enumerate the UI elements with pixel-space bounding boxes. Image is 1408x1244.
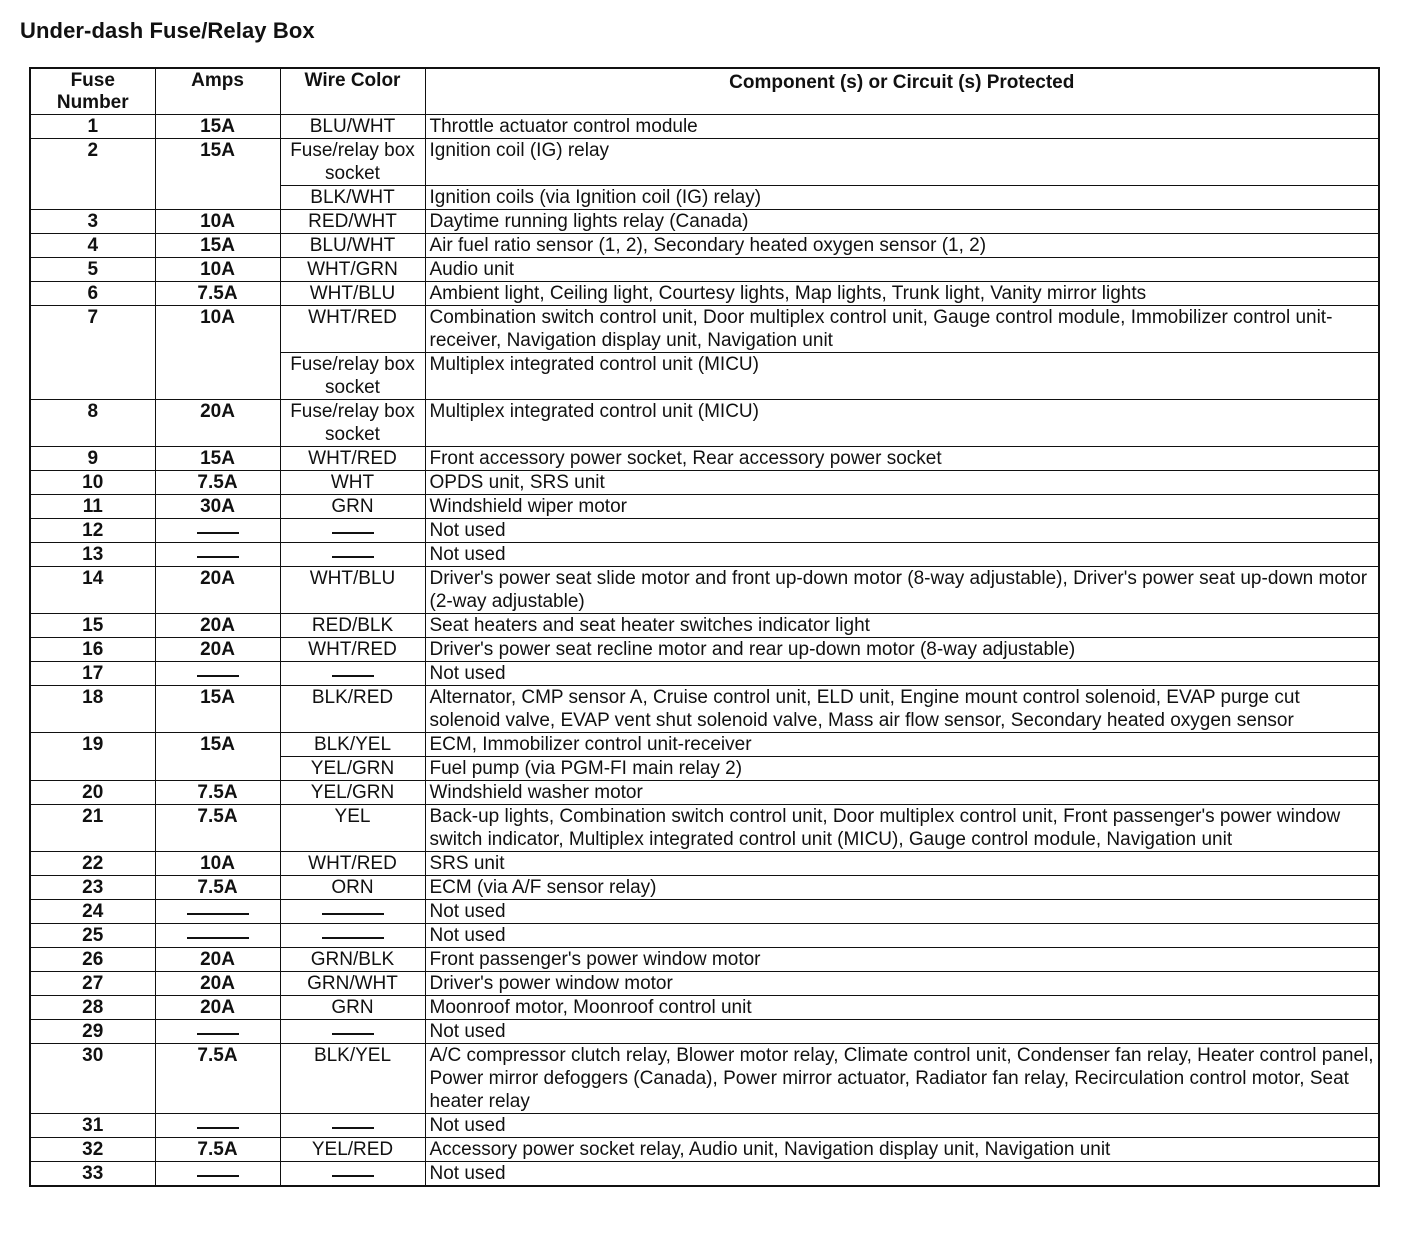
- amps-cell: 10A: [155, 210, 280, 234]
- empty-dash: [197, 1127, 239, 1129]
- table-row: [30, 115, 1379, 139]
- amps-cell: 7.5A: [155, 781, 280, 805]
- component-cell: Driver's power seat recline motor and rear up-down motor (8-way adjustable): [425, 638, 1379, 662]
- component-cell: Back-up lights, Combination switch control unit, Door multiplex control unit, Front passenger's power window switch indicator, Multiplex integrated control unit (MICU), Gauge control module, Navigation unit: [425, 805, 1379, 852]
- wire-color-cell: BLU/WHT: [280, 115, 425, 139]
- empty-dash: [197, 675, 239, 677]
- fuse-number-cell: 25: [30, 924, 155, 948]
- wire-color-cell: WHT/GRN: [280, 258, 425, 282]
- fuse-number-cell: 17: [30, 662, 155, 686]
- empty-dash: [332, 1175, 374, 1177]
- amps-cell: 20A: [155, 638, 280, 662]
- wire-color-cell: BLK/YEL: [280, 733, 425, 757]
- component-cell: Not used: [425, 900, 1379, 924]
- wire-color-cell: YEL/GRN: [280, 781, 425, 805]
- fuse-number-cell: 23: [30, 876, 155, 900]
- fuse-number-cell: 12: [30, 519, 155, 543]
- table-row: [30, 805, 1379, 852]
- component-cell: Not used: [425, 662, 1379, 686]
- amps-cell: [155, 543, 280, 567]
- empty-dash: [197, 1175, 239, 1177]
- amps-cell: 15A: [155, 115, 280, 139]
- empty-dash: [187, 937, 249, 939]
- component-cell: ECM, Immobilizer control unit-receiver: [425, 733, 1379, 757]
- empty-dash: [197, 1033, 239, 1035]
- table-row: [30, 972, 1379, 996]
- wire-color-cell: [280, 519, 425, 543]
- amps-cell: [155, 519, 280, 543]
- fuse-number-cell: 26: [30, 948, 155, 972]
- component-cell: Air fuel ratio sensor (1, 2), Secondary heated oxygen sensor (1, 2): [425, 234, 1379, 258]
- wire-color-cell: WHT/RED: [280, 852, 425, 876]
- fuse-number-cell: 15: [30, 614, 155, 638]
- amps-cell: 10A: [155, 258, 280, 282]
- wire-color-cell: WHT/RED: [280, 306, 425, 353]
- component-cell: Ignition coils (via Ignition coil (IG) relay): [425, 186, 1379, 210]
- amps-cell: 7.5A: [155, 1138, 280, 1162]
- component-cell: A/C compressor clutch relay, Blower motor relay, Climate control unit, Condenser fan relay, Heater control panel, Power mirror defoggers (Canada), Power mirror actuator, Radiator fan relay, Recirculation control motor, Seat heater relay: [425, 1044, 1379, 1114]
- amps-cell: 20A: [155, 567, 280, 614]
- table-row: [30, 733, 1379, 757]
- wire-color-cell: [280, 924, 425, 948]
- component-cell: Audio unit: [425, 258, 1379, 282]
- wire-color-cell: GRN: [280, 996, 425, 1020]
- table-row: [30, 900, 1379, 924]
- amps-cell: [155, 1114, 280, 1138]
- table-row: [30, 1044, 1379, 1114]
- wire-color-cell: [280, 900, 425, 924]
- fuse-table-body: [30, 115, 1379, 1187]
- wire-color-cell: [280, 543, 425, 567]
- component-cell: Driver's power seat slide motor and front up-down motor (8-way adjustable), Driver's power seat up-down motor (2-way adjustable): [425, 567, 1379, 614]
- fuse-number-cell: 29: [30, 1020, 155, 1044]
- component-cell: Multiplex integrated control unit (MICU): [425, 400, 1379, 447]
- fuse-number-cell: 1: [30, 115, 155, 139]
- table-row: [30, 638, 1379, 662]
- fuse-number-cell: 27: [30, 972, 155, 996]
- wire-color-cell: BLK/YEL: [280, 1044, 425, 1114]
- component-cell: Not used: [425, 1114, 1379, 1138]
- fuse-number-cell: 7: [30, 306, 155, 400]
- empty-dash: [187, 913, 249, 915]
- fuse-number-cell: 20: [30, 781, 155, 805]
- wire-color-cell: [280, 1020, 425, 1044]
- fuse-number-cell: 9: [30, 447, 155, 471]
- table-row: [30, 139, 1379, 186]
- fuse-number-cell: 32: [30, 1138, 155, 1162]
- component-cell: Ambient light, Ceiling light, Courtesy lights, Map lights, Trunk light, Vanity mirror lights: [425, 282, 1379, 306]
- wire-color-cell: WHT/BLU: [280, 567, 425, 614]
- component-cell: Not used: [425, 1020, 1379, 1044]
- component-cell: OPDS unit, SRS unit: [425, 471, 1379, 495]
- component-cell: Throttle actuator control module: [425, 115, 1379, 139]
- wire-color-cell: ORN: [280, 876, 425, 900]
- amps-cell: 20A: [155, 400, 280, 447]
- amps-cell: 15A: [155, 686, 280, 733]
- amps-cell: 15A: [155, 139, 280, 210]
- table-row: [30, 1138, 1379, 1162]
- wire-color-cell: RED/WHT: [280, 210, 425, 234]
- amps-cell: 7.5A: [155, 805, 280, 852]
- component-cell: Driver's power window motor: [425, 972, 1379, 996]
- amps-cell: 20A: [155, 948, 280, 972]
- table-row: [30, 258, 1379, 282]
- header-component: Component (s) or Circuit (s) Protected: [425, 68, 1379, 115]
- wire-color-cell: [280, 1162, 425, 1187]
- table-header-row: [30, 68, 1379, 115]
- component-cell: Not used: [425, 1162, 1379, 1187]
- amps-cell: [155, 1162, 280, 1187]
- component-cell: Daytime running lights relay (Canada): [425, 210, 1379, 234]
- wire-color-cell: Fuse/relay box socket: [280, 139, 425, 186]
- fuse-number-cell: 4: [30, 234, 155, 258]
- wire-color-cell: RED/BLK: [280, 614, 425, 638]
- amps-cell: [155, 924, 280, 948]
- component-cell: Front accessory power socket, Rear accessory power socket: [425, 447, 1379, 471]
- wire-color-cell: YEL/RED: [280, 1138, 425, 1162]
- component-cell: ECM (via A/F sensor relay): [425, 876, 1379, 900]
- header-amps: Amps: [155, 68, 280, 115]
- table-row: [30, 852, 1379, 876]
- table-row: [30, 1162, 1379, 1187]
- table-row: [30, 781, 1379, 805]
- amps-cell: [155, 900, 280, 924]
- wire-color-cell: GRN/WHT: [280, 972, 425, 996]
- fuse-number-cell: 6: [30, 282, 155, 306]
- fuse-number-cell: 18: [30, 686, 155, 733]
- component-cell: Moonroof motor, Moonroof control unit: [425, 996, 1379, 1020]
- fuse-number-cell: 8: [30, 400, 155, 447]
- amps-cell: 20A: [155, 614, 280, 638]
- amps-cell: 10A: [155, 852, 280, 876]
- amps-cell: [155, 662, 280, 686]
- component-cell: Not used: [425, 924, 1379, 948]
- table-row: [30, 447, 1379, 471]
- empty-dash: [197, 532, 239, 534]
- empty-dash: [332, 1033, 374, 1035]
- wire-color-cell: WHT/RED: [280, 447, 425, 471]
- table-row: [30, 614, 1379, 638]
- component-cell: Alternator, CMP sensor A, Cruise control unit, ELD unit, Engine mount control solenoid, EVAP purge cut solenoid valve, EVAP vent shut solenoid valve, Mass air flow sensor, Secondary heated oxygen sensor: [425, 686, 1379, 733]
- amps-cell: 30A: [155, 495, 280, 519]
- wire-color-cell: WHT: [280, 471, 425, 495]
- fuse-number-cell: 28: [30, 996, 155, 1020]
- fuse-number-cell: 2: [30, 139, 155, 210]
- component-cell: Seat heaters and seat heater switches indicator light: [425, 614, 1379, 638]
- wire-color-cell: GRN: [280, 495, 425, 519]
- component-cell: Windshield wiper motor: [425, 495, 1379, 519]
- page-title: Under-dash Fuse/Relay Box: [20, 18, 315, 43]
- table-row: [30, 1114, 1379, 1138]
- component-cell: Accessory power socket relay, Audio unit, Navigation display unit, Navigation unit: [425, 1138, 1379, 1162]
- amps-cell: 20A: [155, 996, 280, 1020]
- amps-cell: 7.5A: [155, 471, 280, 495]
- fuse-table: [29, 67, 1380, 1187]
- table-row: [30, 234, 1379, 258]
- fuse-number-cell: 33: [30, 1162, 155, 1187]
- wire-color-cell: BLK/WHT: [280, 186, 425, 210]
- amps-cell: 7.5A: [155, 1044, 280, 1114]
- fuse-number-cell: 5: [30, 258, 155, 282]
- fuse-number-cell: 3: [30, 210, 155, 234]
- amps-cell: 15A: [155, 447, 280, 471]
- component-cell: Combination switch control unit, Door multiplex control unit, Gauge control module, Immobilizer control unit-receiver, Navigation display unit, Navigation unit: [425, 306, 1379, 353]
- table-row: [30, 567, 1379, 614]
- wire-color-cell: Fuse/relay box socket: [280, 400, 425, 447]
- table-row: [30, 543, 1379, 567]
- amps-cell: 20A: [155, 972, 280, 996]
- fuse-number-cell: 31: [30, 1114, 155, 1138]
- table-row: [30, 996, 1379, 1020]
- empty-dash: [332, 556, 374, 558]
- empty-dash: [322, 937, 384, 939]
- table-row: [30, 282, 1379, 306]
- component-cell: Fuel pump (via PGM-FI main relay 2): [425, 757, 1379, 781]
- fuse-number-cell: 10: [30, 471, 155, 495]
- fuse-number-cell: 19: [30, 733, 155, 781]
- fuse-number-cell: 16: [30, 638, 155, 662]
- component-cell: Multiplex integrated control unit (MICU): [425, 353, 1379, 400]
- amps-cell: 15A: [155, 733, 280, 781]
- component-cell: SRS unit: [425, 852, 1379, 876]
- wire-color-cell: BLK/RED: [280, 686, 425, 733]
- table-row: [30, 306, 1379, 353]
- fuse-number-cell: 11: [30, 495, 155, 519]
- table-row: [30, 1020, 1379, 1044]
- table-row: [30, 686, 1379, 733]
- component-cell: Not used: [425, 519, 1379, 543]
- table-row: [30, 662, 1379, 686]
- fuse-number-cell: 21: [30, 805, 155, 852]
- wire-color-cell: [280, 1114, 425, 1138]
- table-row: [30, 876, 1379, 900]
- wire-color-cell: BLU/WHT: [280, 234, 425, 258]
- table-row: [30, 400, 1379, 447]
- amps-cell: [155, 1020, 280, 1044]
- empty-dash: [332, 1127, 374, 1129]
- wire-color-cell: [280, 662, 425, 686]
- table-row: [30, 948, 1379, 972]
- wire-color-cell: GRN/BLK: [280, 948, 425, 972]
- fuse-number-cell: 14: [30, 567, 155, 614]
- header-fuse-number: Fuse Number: [30, 68, 155, 115]
- fuse-number-cell: 22: [30, 852, 155, 876]
- amps-cell: 10A: [155, 306, 280, 400]
- table-row: [30, 210, 1379, 234]
- component-cell: Not used: [425, 543, 1379, 567]
- fuse-number-cell: 13: [30, 543, 155, 567]
- amps-cell: 15A: [155, 234, 280, 258]
- table-row: [30, 495, 1379, 519]
- wire-color-cell: WHT/RED: [280, 638, 425, 662]
- empty-dash: [197, 556, 239, 558]
- fuse-number-cell: 24: [30, 900, 155, 924]
- wire-color-cell: YEL: [280, 805, 425, 852]
- amps-cell: 7.5A: [155, 282, 280, 306]
- header-wire-color: Wire Color: [280, 68, 425, 115]
- table-row: [30, 471, 1379, 495]
- component-cell: Windshield washer motor: [425, 781, 1379, 805]
- table-row: [30, 519, 1379, 543]
- empty-dash: [332, 532, 374, 534]
- empty-dash: [322, 913, 384, 915]
- wire-color-cell: YEL/GRN: [280, 757, 425, 781]
- component-cell: Ignition coil (IG) relay: [425, 139, 1379, 186]
- fuse-number-cell: 30: [30, 1044, 155, 1114]
- wire-color-cell: Fuse/relay box socket: [280, 353, 425, 400]
- table-row: [30, 924, 1379, 948]
- wire-color-cell: WHT/BLU: [280, 282, 425, 306]
- component-cell: Front passenger's power window motor: [425, 948, 1379, 972]
- amps-cell: 7.5A: [155, 876, 280, 900]
- empty-dash: [332, 675, 374, 677]
